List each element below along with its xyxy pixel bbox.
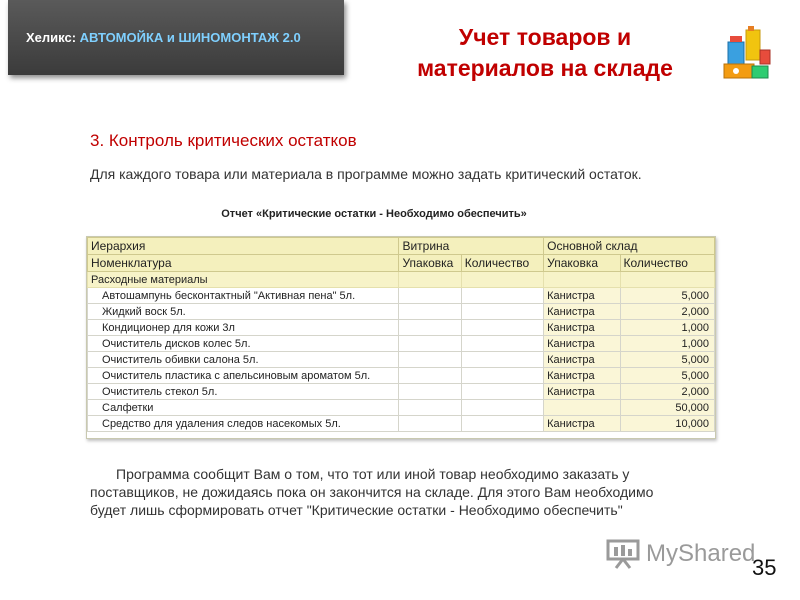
header-row-1 — [88, 238, 715, 255]
page-title — [380, 22, 710, 84]
showcase-pack-cell — [399, 304, 461, 320]
main-qty-cell: 5,000 — [620, 352, 715, 368]
table-row — [88, 384, 715, 400]
table-row — [88, 336, 715, 352]
column-header-main-warehouse: Основной склад — [544, 238, 715, 255]
column-header-showcase: Витрина — [399, 238, 544, 255]
table-row — [88, 320, 715, 336]
report-table — [87, 237, 715, 438]
group-name: Расходные материалы — [88, 272, 399, 288]
showcase-qty-cell — [461, 288, 543, 304]
column-header-main-qty: Количество — [620, 255, 715, 272]
item-name: Средство для удаления следов насекомых 5л. — [88, 416, 399, 432]
showcase-qty-cell — [461, 352, 543, 368]
main-pack-cell: Канистра — [544, 304, 620, 320]
item-name: Очиститель дисков колес 5л. — [88, 336, 399, 352]
table-bottom-padding — [88, 432, 715, 439]
main-pack-cell: Канистра — [544, 384, 620, 400]
item-name: Кондиционер для кожи 3л — [88, 320, 399, 336]
main-qty-cell: 10,000 — [620, 416, 715, 432]
main-pack-cell — [544, 400, 620, 416]
main-pack-cell: Канистра — [544, 416, 620, 432]
showcase-qty-cell — [461, 320, 543, 336]
slide-number: 35 — [752, 555, 777, 580]
showcase-pack-cell — [399, 400, 461, 416]
showcase-pack-cell — [399, 384, 461, 400]
showcase-qty-cell — [461, 400, 543, 416]
item-name: Очиститель обивки салона 5л. — [88, 352, 399, 368]
showcase-qty-cell — [461, 304, 543, 320]
warehouse-goods-icon — [722, 24, 772, 82]
watermark-text: MyShared — [646, 540, 756, 567]
intro-text: Для каждого товара или материала в программе можно задать критический остаток. — [90, 166, 642, 182]
group-row — [88, 272, 715, 288]
column-header-hierarchy: Иерархия — [88, 238, 399, 255]
table-row — [88, 352, 715, 368]
main-pack-cell: Канистра — [544, 320, 620, 336]
main-qty-cell: 1,000 — [620, 336, 715, 352]
main-qty-cell: 5,000 — [620, 288, 715, 304]
critical-stock-report — [86, 236, 716, 439]
showcase-pack-cell — [399, 368, 461, 384]
table-row — [88, 416, 715, 432]
body-line-2: поставщиков, не дожидаясь пока он закончится на складе. Для этого Вам необходимо — [90, 484, 654, 500]
page-title-line-2: материалов на складе — [417, 55, 673, 81]
main-pack-cell: Канистра — [544, 368, 620, 384]
main-qty-cell: 1,000 — [620, 320, 715, 336]
item-name: Очиститель стекол 5л. — [88, 384, 399, 400]
watermark — [606, 539, 755, 569]
column-header-nomenclature: Номенклатура — [88, 255, 399, 272]
section-heading: 3. Контроль критических остатков — [90, 131, 357, 150]
banner-prefix: Хеликс: — [26, 30, 77, 45]
column-header-main-pack: Упаковка — [544, 255, 620, 272]
table-row — [88, 368, 715, 384]
showcase-pack-cell — [399, 288, 461, 304]
main-qty-cell: 2,000 — [620, 384, 715, 400]
main-pack-cell: Канистра — [544, 352, 620, 368]
item-name: Салфетки — [88, 400, 399, 416]
item-name: Очиститель пластика с апельсиновым ароматом 5л. — [88, 368, 399, 384]
main-qty-cell: 2,000 — [620, 304, 715, 320]
table-row — [88, 304, 715, 320]
showcase-pack-cell — [399, 352, 461, 368]
main-pack-cell: Канистра — [544, 288, 620, 304]
item-name: Автошампунь бесконтактный "Активная пена" 5л. — [88, 288, 399, 304]
showcase-qty-cell — [461, 416, 543, 432]
header-row-2 — [88, 255, 715, 272]
showcase-pack-cell — [399, 336, 461, 352]
main-qty-cell: 5,000 — [620, 368, 715, 384]
body-paragraph — [90, 465, 720, 519]
body-line-3: будет лишь сформировать отчет "Критические остатки - Необходимо обеспечить" — [90, 502, 623, 518]
showcase-qty-cell — [461, 368, 543, 384]
page-title-line-1: Учет товаров и — [458, 24, 632, 50]
main-qty-cell: 50,000 — [620, 400, 715, 416]
showcase-qty-cell — [461, 336, 543, 352]
item-name: Жидкий воск 5л. — [88, 304, 399, 320]
presentation-board-icon — [606, 539, 640, 569]
report-caption: Отчет «Критические остатки - Необходимо обеспечить» — [221, 208, 527, 220]
showcase-pack-cell — [399, 320, 461, 336]
header-banner — [8, 0, 344, 75]
table-row — [88, 288, 715, 304]
body-line-1: Программа сообщит Вам о том, что тот или иной товар необходимо заказать у — [116, 466, 630, 482]
showcase-qty-cell — [461, 384, 543, 400]
showcase-pack-cell — [399, 416, 461, 432]
column-header-showcase-pack: Упаковка — [399, 255, 461, 272]
column-header-showcase-qty: Количество — [461, 255, 543, 272]
banner-product-name: АВТОМОЙКА и ШИНОМОНТАЖ 2.0 — [79, 30, 301, 45]
main-pack-cell: Канистра — [544, 336, 620, 352]
table-row — [88, 400, 715, 416]
